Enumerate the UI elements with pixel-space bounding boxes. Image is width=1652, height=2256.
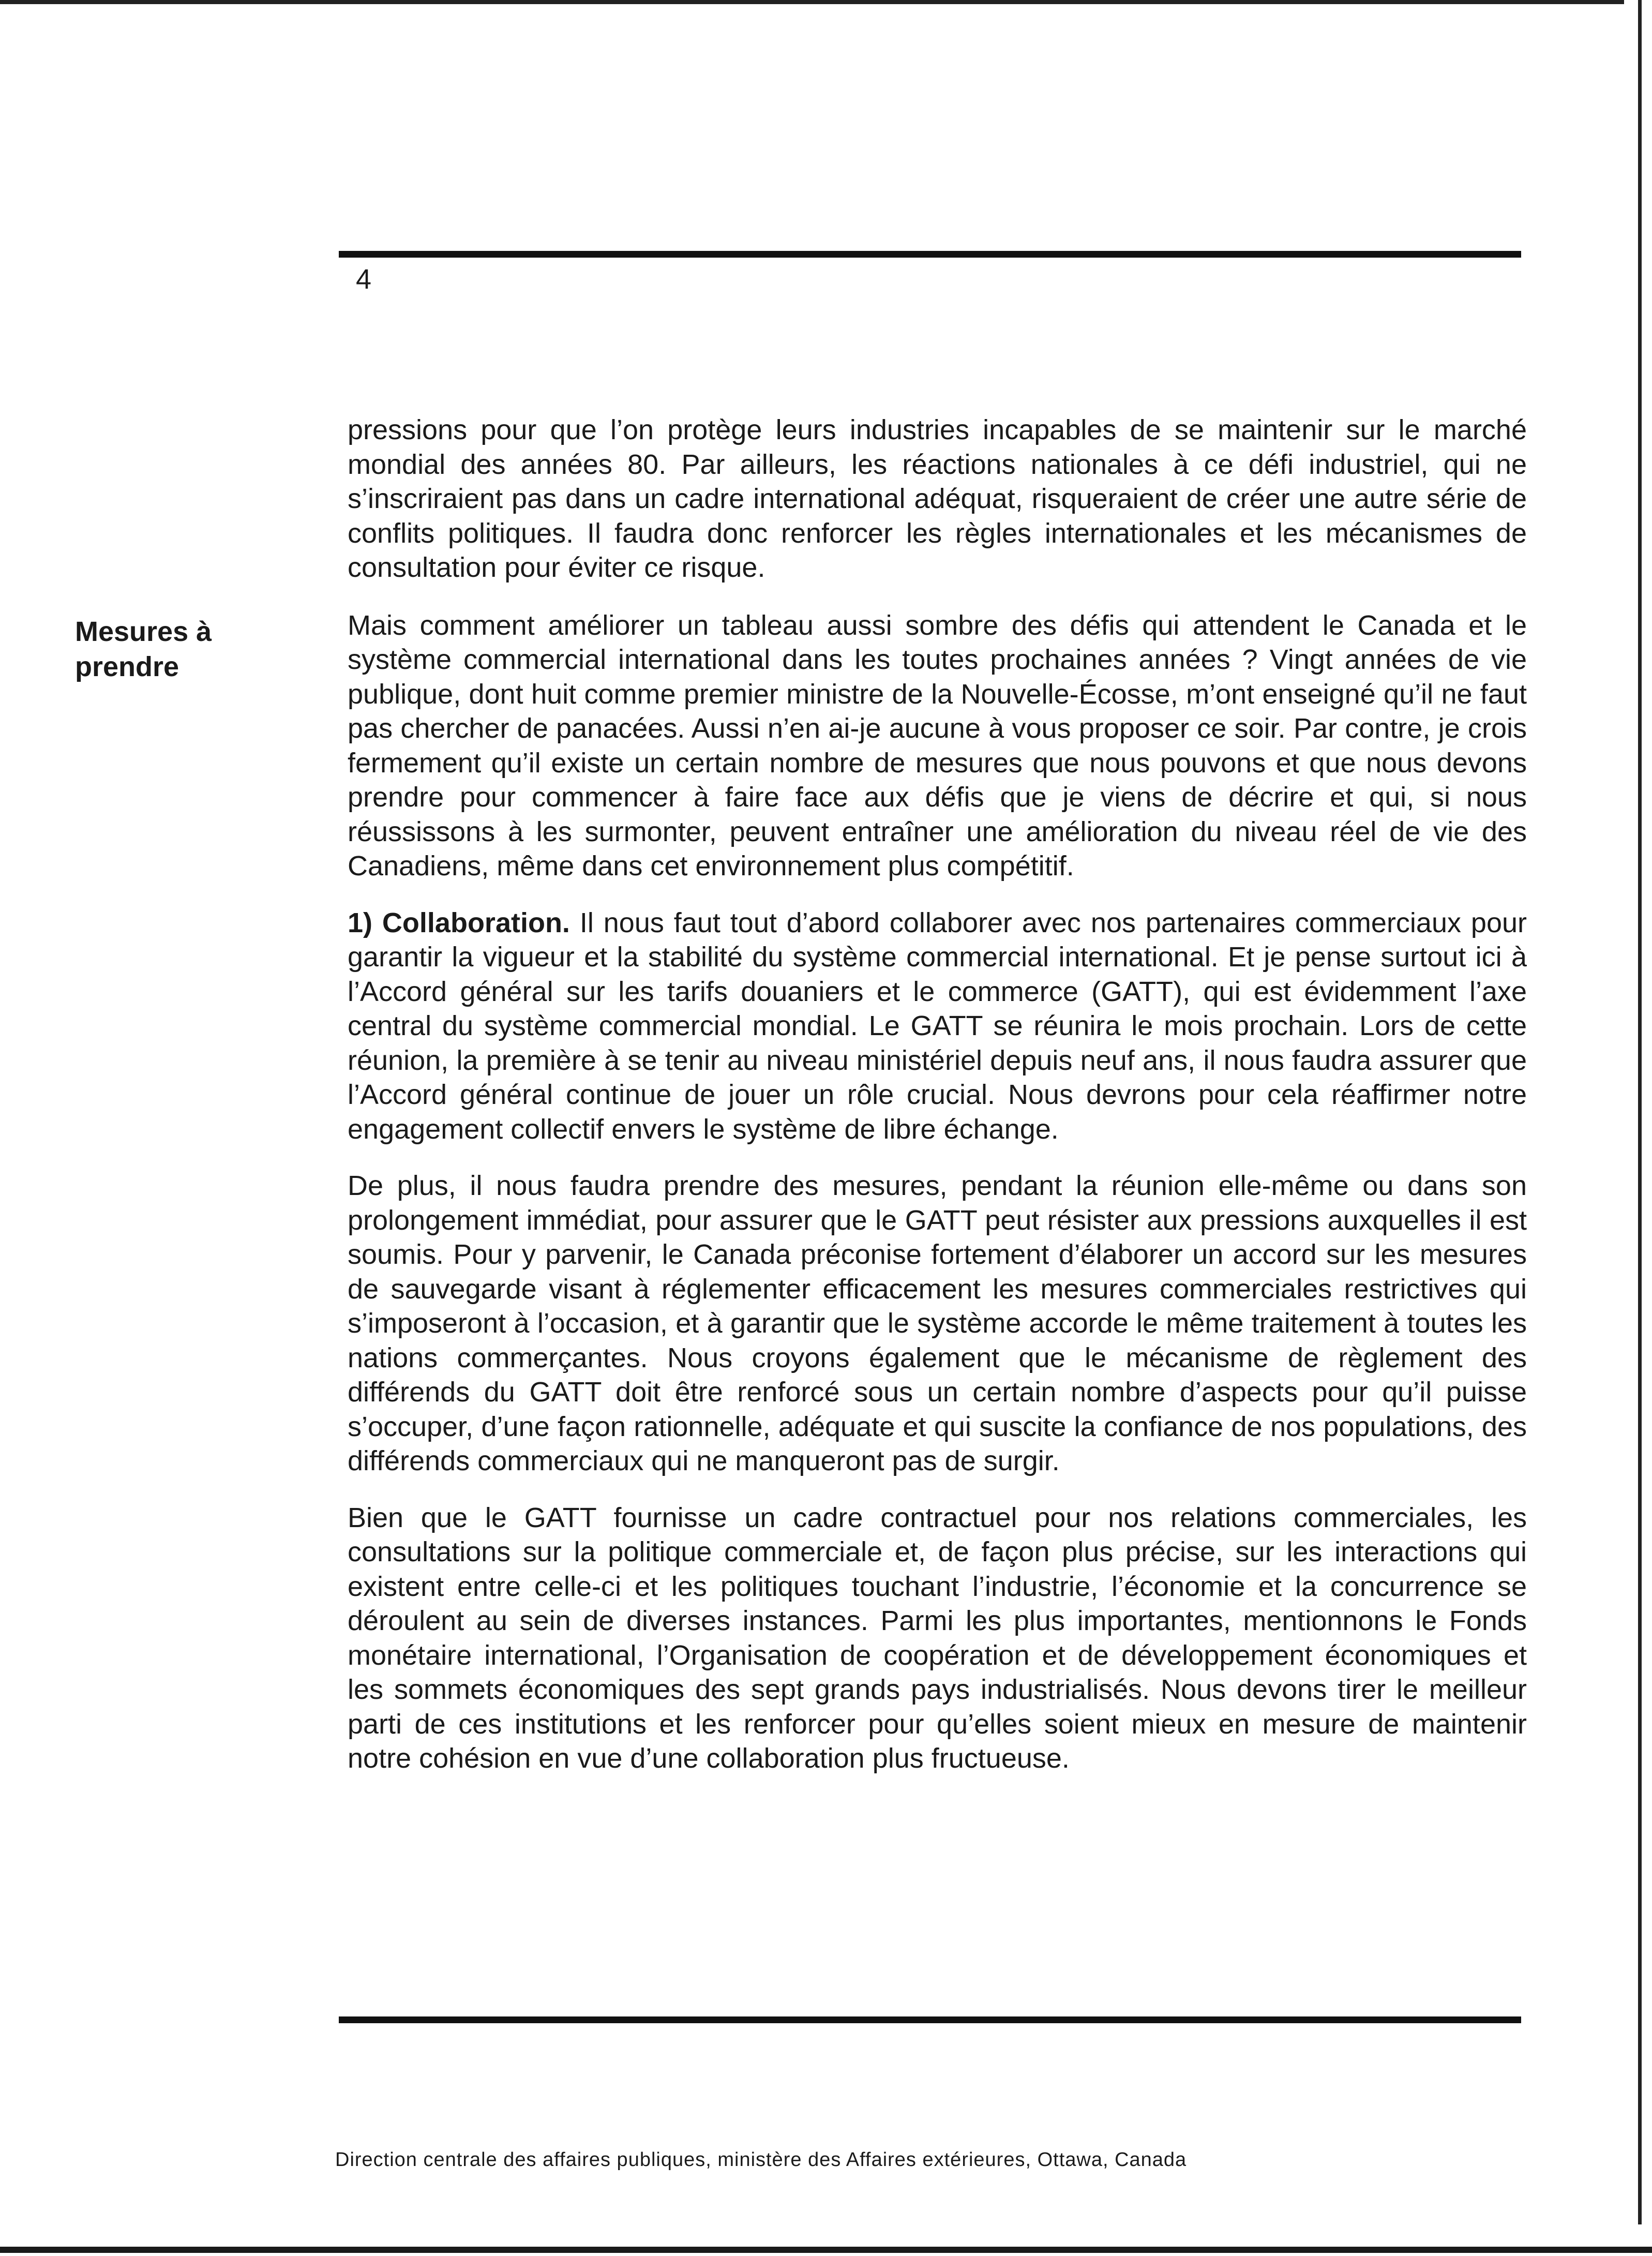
margin-heading: Mesures à prendre [75,616,212,682]
footer-rule [339,2016,1521,2023]
paragraph-collaboration [348,906,1527,1147]
paragraph-continuation: pressions pour que l’on protège leurs industries incapables de se maintenir sur le marché mondial des années 80. Par ailleurs, les réactions nationales à ce défi industriel, qui ne s’inscriraient pas dans un cadre international adéquat, risqueraient de créer une autre série de conflits politiques. Il faudra donc renforcer les règles internationales et les mécanismes de consultation pour éviter ce risque. [348,414,1527,583]
paragraph-institutions: Bien que le GATT fournisse un cadre contractuel pour nos relations commerciales, les consultations sur la politique commerciale et, de façon plus précise, sur les interactions qui existent entre celle-ci et les politiques touchant l’industrie, l’économie et la concurrence se déroulent au sein de diverses instances. Parmi les plus importantes, mentionnons le Fonds monétaire international, l’Organisation de coopération et de développement économiques et les sommets économiques des sept grands pays industrialisés. Nous devons tirer le meilleur parti de ces institutions et les renforcer pour qu’elles soient mieux en mesure de maintenir notre cohésion en vue d’une collaboration plus fructueuse. [348,1502,1527,1774]
page-edge-right [1638,0,1642,2224]
header-rule [339,251,1521,258]
paragraph-gatt-measures: De plus, il nous faudra prendre des mesures, pendant la réunion elle-même ou dans son prolongement immédiat, pour assurer que le GATT peut résister aux pressions auxquelles il est soumis. Pour y parvenir, le Canada préconise fortement d’élaborer un accord sur les mesures de sauvegarde visant à réglementer efficacement les mesures commerciales restrictives qui s’imposeront à l’occasion, et à garantir que le système accorde le même traitement à toutes les nations commerçantes. Nous croyons également que le mécanisme de règlement des différends du GATT doit être renforcé sous un certain nombre d’aspects pour qu’il puisse s’occuper, d’une façon rationnelle, adéquate et qui suscite la confiance de nos populations, des différends commerciaux qui ne manqueront pas de surgir. [348,1170,1527,1476]
page-number: 4 [356,264,372,295]
collaboration-label: 1) Collaboration. [348,907,570,938]
page-edge-top [0,0,1624,4]
body-text [348,413,1527,1798]
collaboration-text: Il nous faut tout d’abord collaborer avec nos partenaires commerciaux pour garantir la vigueur et la stabilité du système commercial international. Et je pense surtout ici à l’Accord général sur les tarifs douaniers et le commerce (GATT), qui est évidemment l’axe central du système commercial mondial. Le GATT se réunira le mois prochain. Lors de cette réunion, la première à se tenir au niveau ministériel depuis neuf ans, il nous faudra assurer que l’Accord général continue de jouer un rôle crucial. Nous devrons pour cela réaffirmer notre engagement collectif envers le système de libre échange. [348,907,1527,1145]
footer-credit: Direction centrale des affaires publiques, ministère des Affaires extérieures, Ottawa, Canada [335,2149,1187,2171]
page-edge-bottom [0,2247,1652,2253]
paragraph-mesures: Mais comment améliorer un tableau aussi sombre des défis qui attendent le Canada et le système commercial international dans les toutes prochaines années ? Vingt années de vie publique, dont huit comme premier ministre de la Nouvelle-Écosse, m’ont enseigné qu’il ne faut pas chercher de panacées. Aussi n’en ai-je aucune à vous proposer ce soir. Par contre, je crois fermement qu’il existe un certain nombre de mesures que nous pouvons et que nous devons prendre pour commencer à faire face aux défis que je viens de décrire et qui, si nous réussissons à les surmonter, peuvent entraîner une amélioration du niveau réel de vie des Canadiens, même dans cet environnement plus compétitif. [348,609,1527,882]
